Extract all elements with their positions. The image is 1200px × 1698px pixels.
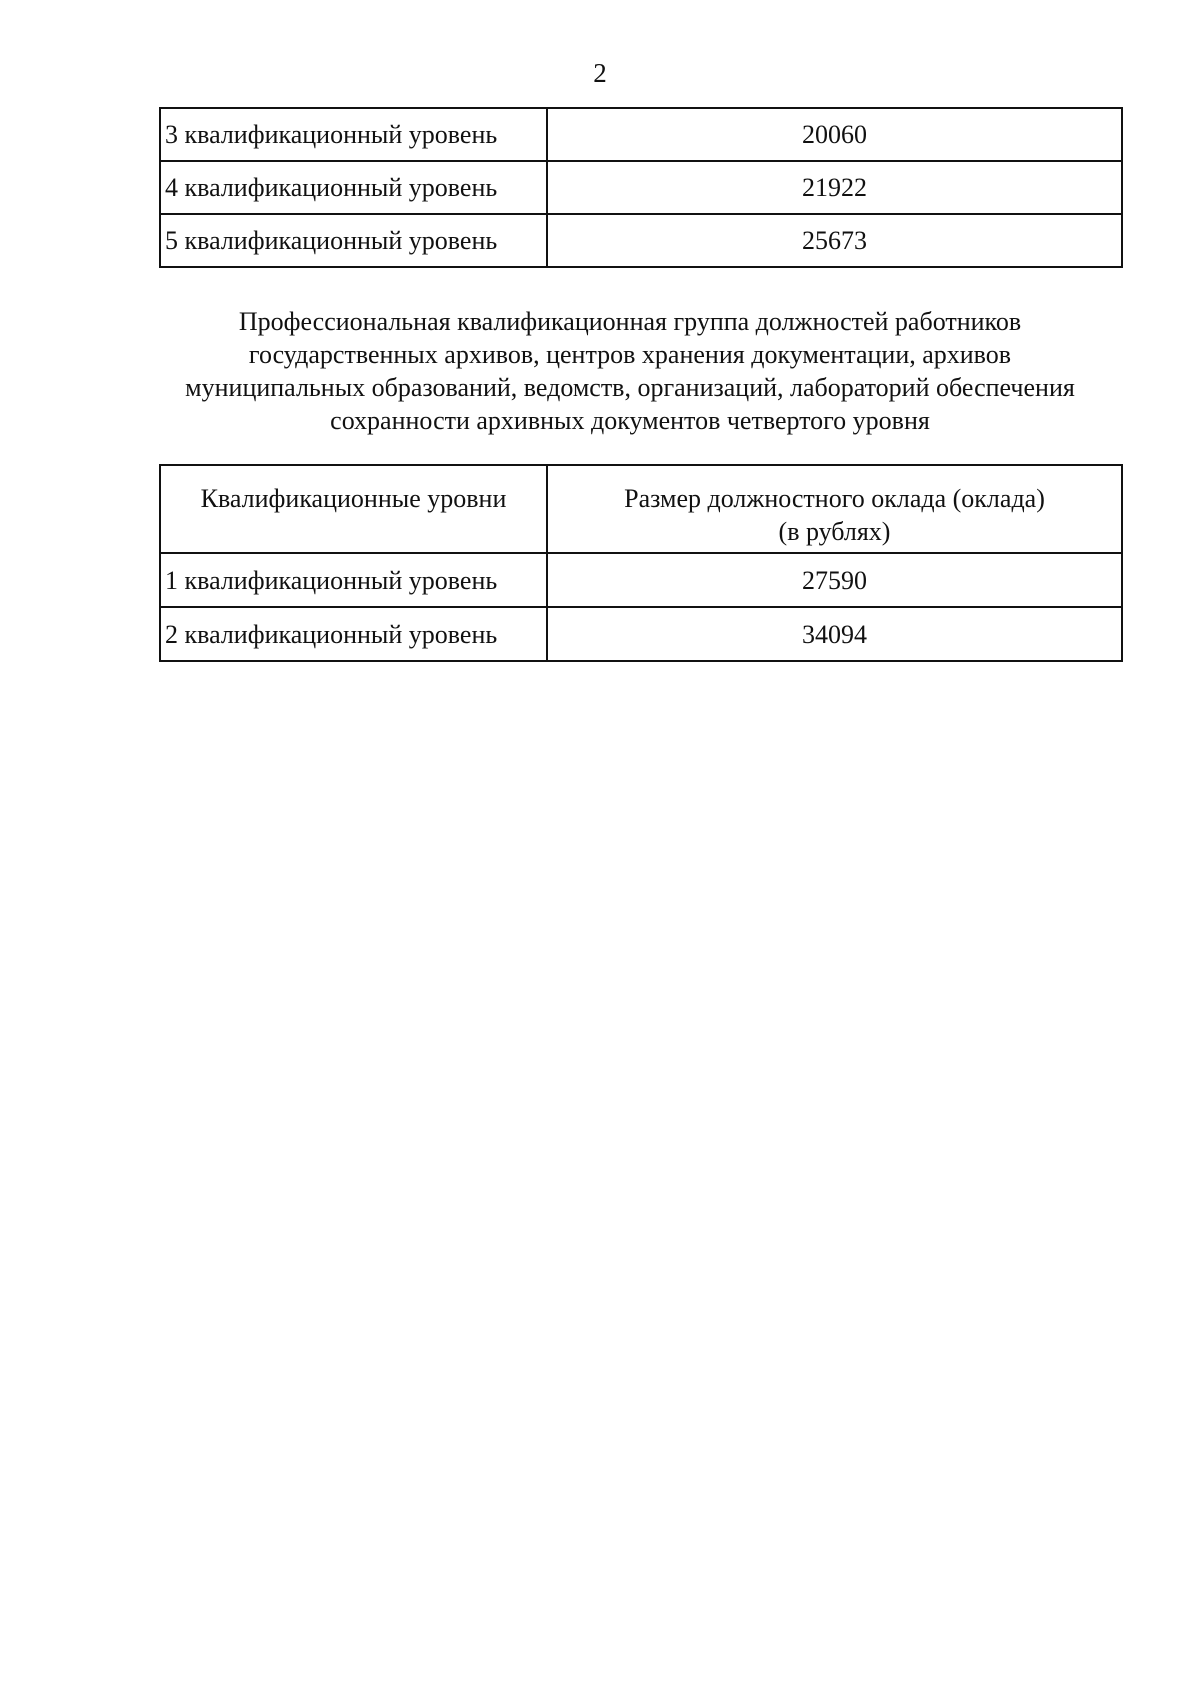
group-heading-line: Профессиональная квалификационная группа должностей работников xyxy=(238,307,1022,336)
column-header-salary xyxy=(547,465,1122,553)
salary-amount-cell: 21922 xyxy=(547,161,1122,214)
salary-amount-cell: 25673 xyxy=(547,214,1122,267)
salary-amount-cell: 27590 xyxy=(547,553,1122,607)
group-heading-line: государственных архивов, центров хранения документации, архивов xyxy=(248,340,1012,369)
table-row xyxy=(160,607,1122,661)
table-row xyxy=(160,108,1122,161)
table-row xyxy=(160,553,1122,607)
group-heading-line: муниципальных образований, ведомств, организаций, лабораторий обеспечения xyxy=(185,373,1075,402)
qualification-level-cell: 5 квалификационный уровень xyxy=(160,214,547,267)
qualification-level-cell: 3 квалификационный уровень xyxy=(160,108,547,161)
table-header-row xyxy=(160,465,1122,553)
salary-table-fourth-level xyxy=(159,464,1123,662)
group-heading xyxy=(140,305,1120,437)
column-header-levels: Квалификационные уровни xyxy=(160,465,547,553)
column-header-salary-line: Размер должностного оклада (оклада) xyxy=(624,484,1045,513)
table-row xyxy=(160,161,1122,214)
salary-amount-cell: 20060 xyxy=(547,108,1122,161)
table-row xyxy=(160,214,1122,267)
qualification-level-cell: 1 квалификационный уровень xyxy=(160,553,547,607)
group-heading-line: сохранности архивных документов четвертого уровня xyxy=(330,406,930,435)
page-number: 2 xyxy=(593,58,607,88)
salary-amount-cell: 34094 xyxy=(547,607,1122,661)
qualification-level-cell: 4 квалификационный уровень xyxy=(160,161,547,214)
qualification-level-cell: 2 квалификационный уровень xyxy=(160,607,547,661)
salary-table-continued xyxy=(159,107,1123,268)
column-header-salary-unit: (в рублях) xyxy=(778,517,891,546)
